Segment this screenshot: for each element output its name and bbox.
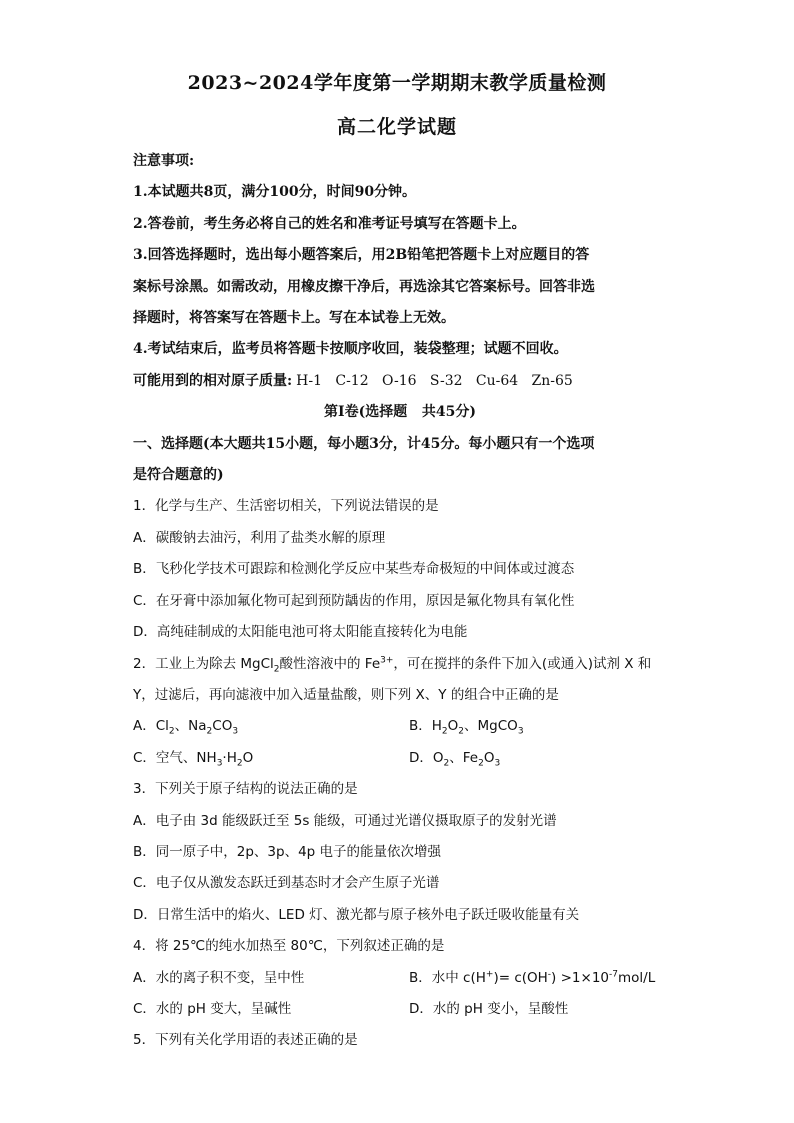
note-3-line-2: 案标号涂黑。如需改动，用橡皮擦干净后，再选涂其它答案标号。回答非选	[133, 278, 595, 295]
question-1-stem: 1．化学与生产、生活密切相关，下列说法错误的是	[133, 498, 439, 515]
question-1-option-a: A．碳酸钠去油污，利用了盐类水解的原理	[133, 529, 386, 546]
question-4-option-d: D．水的 pH 变小，呈酸性	[409, 1000, 569, 1017]
exam-title: 2023~2024学年度第一学期期末教学质量检测	[187, 72, 607, 94]
question-1-option-c: C．在牙膏中添加氟化物可起到预防龋齿的作用，原因是氟化物具有氧化性	[133, 592, 575, 609]
question-3-option-c: C．电子仅从激发态跃迁到基态时才会产生原子光谱	[133, 875, 440, 892]
exam-content	[133, 146, 667, 1057]
question-4-option-c: C．水的 pH 变大，呈碱性	[133, 1000, 292, 1017]
atomic-masses-values: H-1 C-12 O-16 S-32 Cu-64 Zn-65	[296, 372, 573, 389]
question-4-options-cd	[133, 994, 667, 1025]
section-title: 第Ⅰ卷(选择题 共45分)	[324, 404, 476, 421]
question-4-stem: 4．将 25℃的纯水加热至 80℃，下列叙述正确的是	[133, 938, 445, 955]
question-2-option-b: B．$H_2O_2$、MgCO$_3$	[409, 718, 524, 737]
exam-subtitle: 高二化学试题	[336, 116, 457, 138]
question-2-option-a: A．$Cl_2$、$Na_2CO_3$	[133, 718, 239, 737]
question-2-options-cd	[133, 743, 667, 774]
atomic-masses-label: 可能用到的相对原子质量:	[133, 372, 293, 389]
question-2-option-d: D．$O_2$、$Fe_2O_3$	[409, 749, 501, 769]
note-4: 4.考试结束后，监考员将答题卡按顺序收回，装袋整理；试题不回收。	[133, 341, 568, 358]
question-4-option-b: B．水中 $c(H^+)= c(OH^-) >1\times 10^{-7}mol/L$	[409, 969, 656, 986]
question-2-stem-line-1: 2．工业上为除去 MgCl$_2$酸性溶液中的 $Fe^{3+}$，可在搅拌的条件下加入(或通入)试剂 X 和	[133, 655, 652, 675]
question-1-option-d: D．高纯硅制成的太阳能电池可将太阳能直接转化为电能	[133, 624, 468, 641]
notes-heading: 注意事项:	[133, 153, 195, 169]
atomic-masses	[133, 366, 667, 397]
question-3-option-b: B．同一原子中，2p、3p、4p 电子的能量依次增强	[133, 843, 442, 860]
question-3-stem: 3．下列关于原子结构的说法正确的是	[133, 781, 358, 798]
note-3-line-1: 3.回答选择题时，选出每小题答案后，用2B铅笔把答题卡上对应题目的答	[133, 247, 590, 264]
note-2: 2.答卷前，考生务必将自己的姓名和准考证号填写在答题卡上。	[133, 215, 526, 232]
question-4-option-a: A．水的离子积不变，呈中性	[133, 969, 305, 986]
question-2-option-c: C．空气、$NH_3\cdot H_2O$	[133, 749, 254, 769]
question-2-stem-line-2: Y，过滤后，再向滤液中加入适量盐酸，则下列 X、Y 的组合中正确的是	[133, 686, 559, 703]
question-2-options-ab	[133, 711, 667, 742]
question-1-option-b: B．飞秒化学技术可跟踪和检测化学反应中某些寿命极短的中间体或过渡态	[133, 561, 575, 578]
note-1: 1.本试题共8页，满分100分，时间90分钟。	[133, 184, 417, 201]
question-4-options-ab	[133, 963, 667, 994]
question-3-option-d: D．日常生活中的焰火、LED 灯、激光都与原子核外电子跃迁吸收能量有关	[133, 906, 580, 923]
question-3-option-a: A．电子由 3d 能级跃迁至 5s 能级，可通过光谱仪摄取原子的发射光谱	[133, 812, 557, 829]
section-intro-line-1: 一、选择题(本大题共15小题，每小题3分，计45分。每小题只有一个选项	[133, 435, 595, 452]
question-5-stem: 5．下列有关化学用语的表述正确的是	[133, 1032, 358, 1049]
section-intro-line-2: 是符合题意的)	[133, 467, 224, 484]
note-3-line-3: 择题时，将答案写在答题卡上。写在本试卷上无效。	[133, 310, 455, 327]
